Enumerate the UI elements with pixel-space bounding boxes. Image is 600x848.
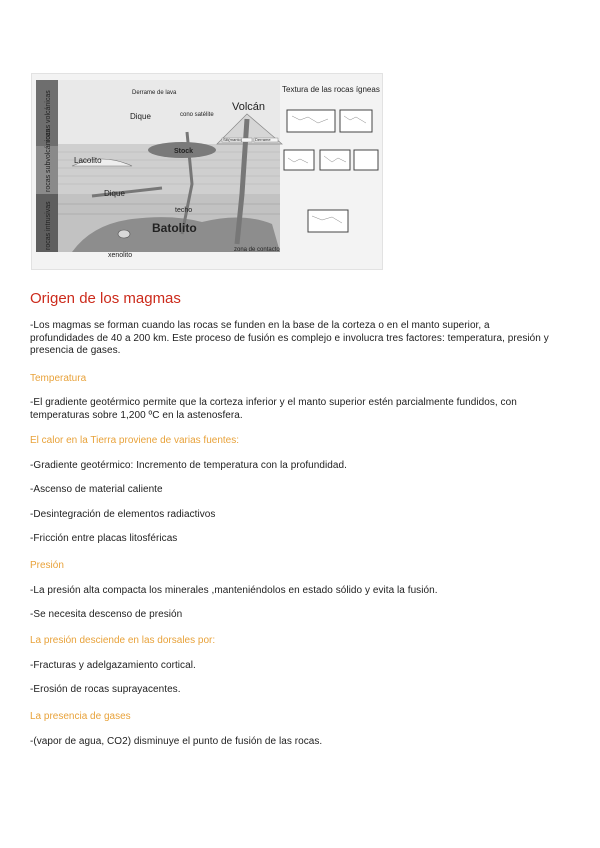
label-cono: cono satélite (180, 112, 214, 118)
intro-paragraph: -Los magmas se forman cuando las rocas se funden en la base de la corteza o en el manto superior, a profundidades de 40 a 200 km. Este proceso de fusión es complejo e involucra tres factores: temperatura, presión y presencia de gases. (30, 320, 549, 356)
list-item: -Erosión de rocas suprayacentes. (30, 684, 181, 695)
igneous-rocks-diagram (31, 73, 383, 270)
label-dique-mid: Dique (104, 189, 125, 198)
label-lacolito: Lacolito (74, 156, 102, 165)
label-derrame: Derrame de lava (132, 90, 177, 96)
list-item: -Ascenso de material caliente (30, 484, 163, 495)
list-item: -Gradiente geotérmico: Incremento de temperatura con la profundidad. (30, 460, 347, 471)
temperatura-paragraph: -El gradiente geotérmico permite que la corteza inferior y el manto superior estén parcialmente fundidos, con temperaturas sobre 1,200 ºC en la astenosfera. (30, 397, 517, 421)
label-rocas-subvolcanicas: rocas subvolcánicas (45, 128, 52, 192)
heading-temperatura: Temperatura (30, 373, 87, 384)
list-item: -Se necesita descenso de presión (30, 609, 183, 620)
label-techo: techo (175, 207, 193, 214)
label-stock: Stock (174, 148, 194, 155)
label-rocas-volcanicas: rocas volcánicas (45, 90, 52, 142)
list-item: -La presión alta compacta los minerales ,manteniéndolos en estado sólido y evita la fusión. (30, 585, 438, 596)
label-zona: zona de contacto (234, 247, 280, 253)
heading-gases: La presencia de gases (30, 711, 131, 722)
list-item: -Fracturas y adelgazamiento cortical. (30, 660, 196, 671)
label-dique-top: Dique (130, 112, 151, 121)
label-xenolito: xenolito (108, 252, 133, 259)
label-textura: Textura de las rocas ígneas (282, 85, 380, 94)
label-derrame-small: Derrame (255, 137, 271, 142)
gases-paragraph: -(vapor de agua, CO2) disminuye el punto de fusión de las rocas. (30, 736, 323, 747)
page-title: Origen de los magmas (30, 290, 181, 307)
heading-presion: Presión (30, 560, 64, 571)
label-volcan: Volcán (232, 101, 266, 113)
label-batolito: Batolito (152, 221, 197, 235)
heading-calor-fuentes: El calor en la Tierra proviene de varias fuentes: (30, 435, 239, 446)
list-item: -Fricción entre placas litosféricas (30, 533, 178, 544)
heading-presion-dorsales: La presión desciende en las dorsales por: (30, 635, 216, 646)
list-item: -Desintegración de elementos radiactivos (30, 509, 216, 520)
label-sill: Sill(manto) (223, 137, 243, 142)
label-rocas-intrusivas: rocas intrusivas (45, 201, 52, 250)
